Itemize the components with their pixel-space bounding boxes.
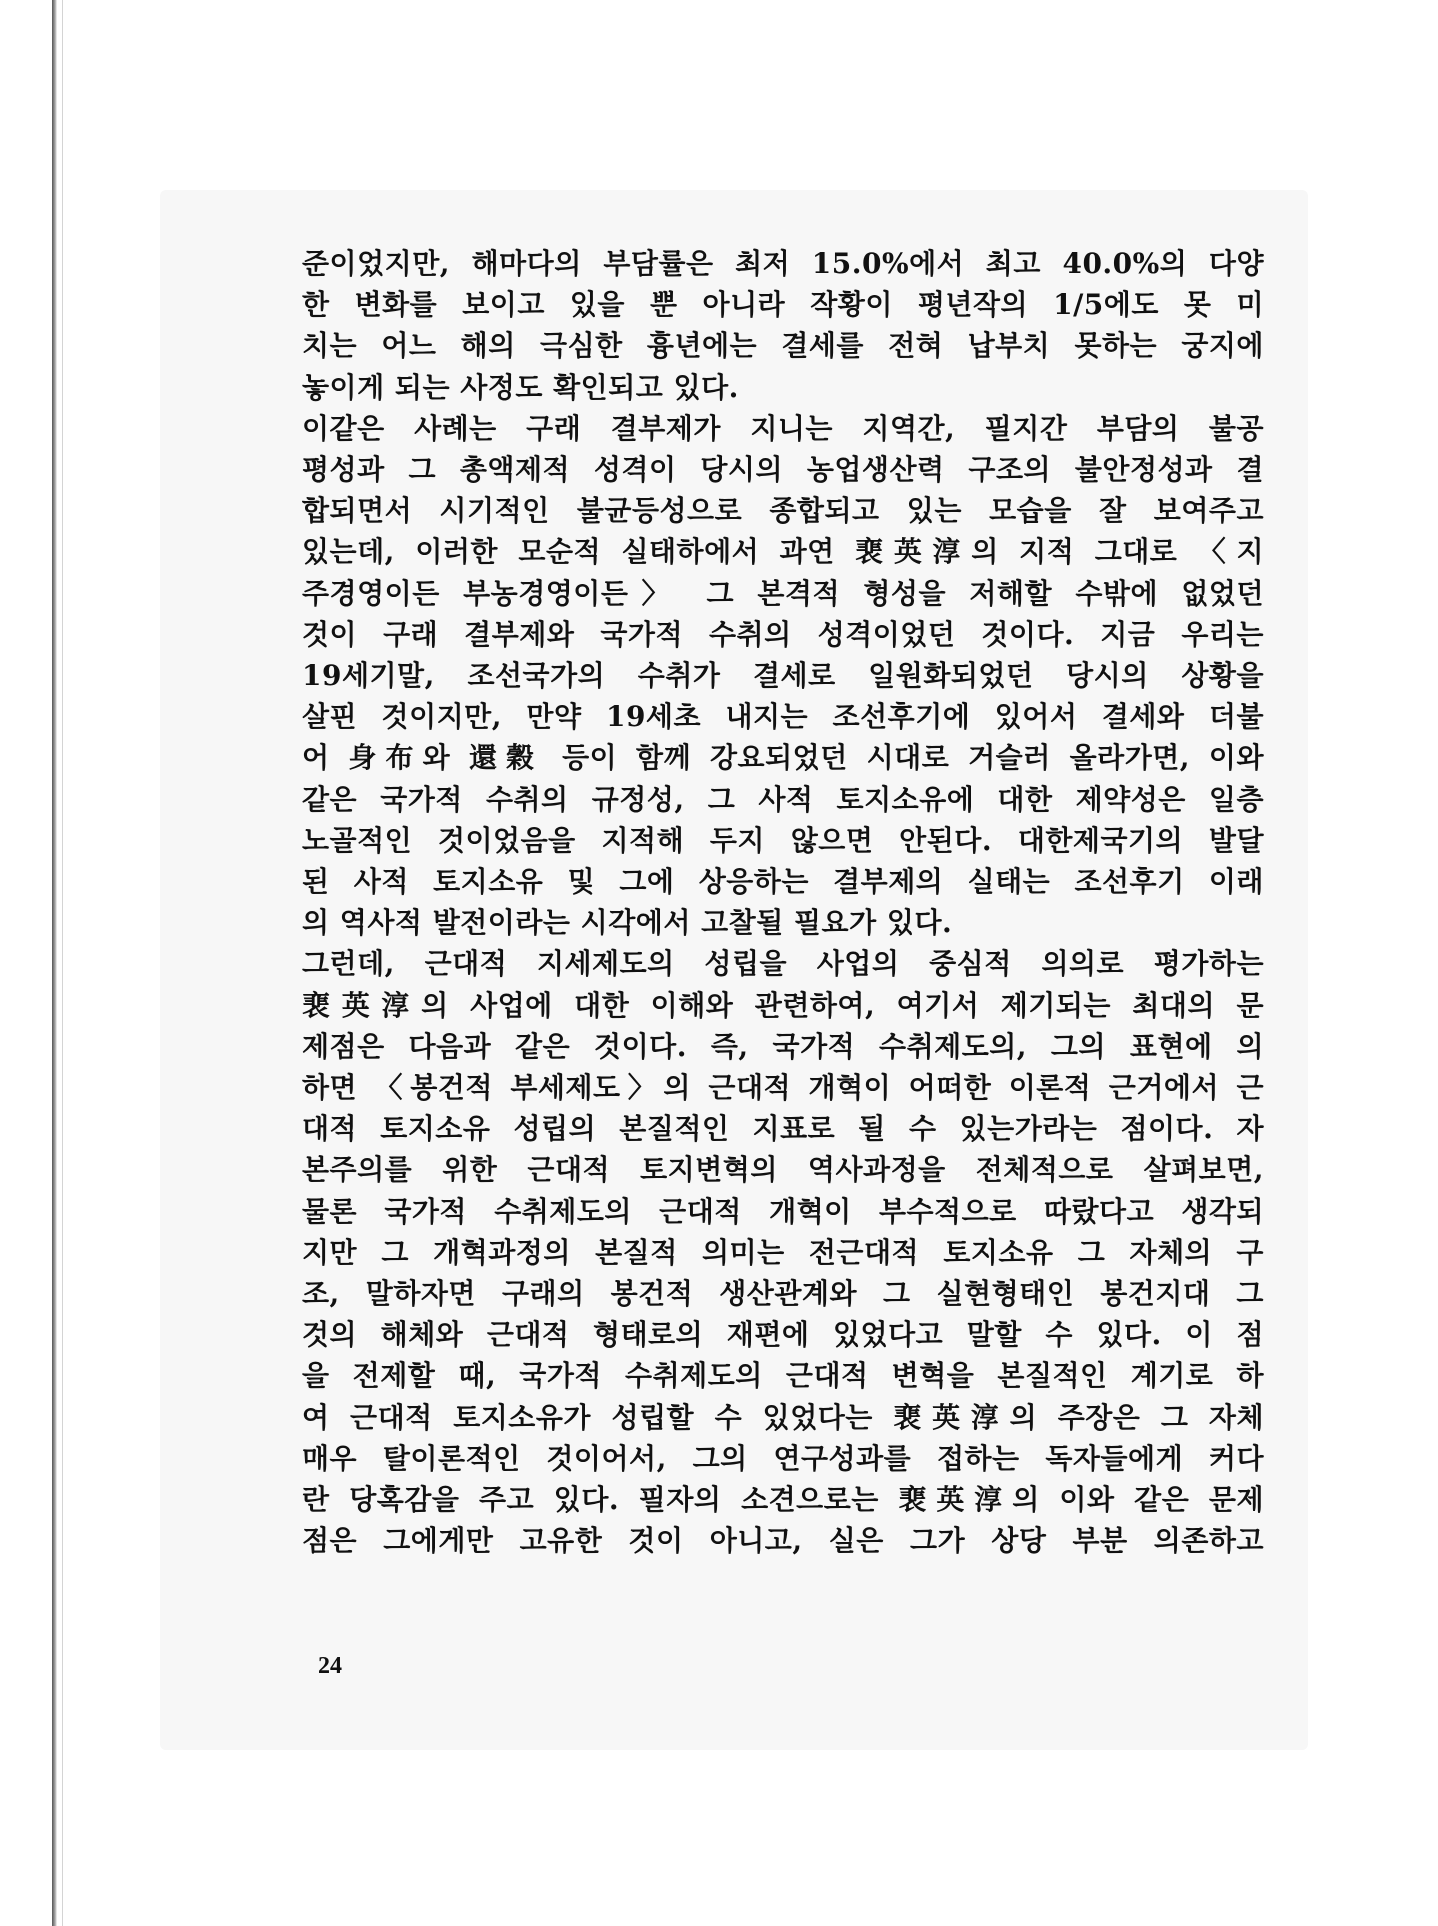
- text-line: 의 역사적 발전이라는 시각에서 고찰될 필요가 있다.: [302, 906, 953, 940]
- text-line: 같은 국가적 수취의 규정성, 그 사적 토지소유에 대한 제약성은 일층: [302, 782, 1264, 816]
- text-line: 한 변화를 보이고 있을 뿐 아니라 작황이 평년작의 1/5에도 못 미: [302, 288, 1264, 322]
- text-line: 을 전제할 때, 국가적 수취제도의 근대적 변혁을 본질적인 계기로 하: [302, 1359, 1264, 1393]
- text-line: 점은 그에게만 고유한 것이 아니고, 실은 그가 상당 부분 의존하고: [302, 1524, 1264, 1558]
- text-line: 노골적인 것이었음을 지적해 두지 않으면 안된다. 대한제국기의 발달: [302, 823, 1264, 857]
- text-line: 19세기말, 조선국가의 수취가 결세로 일원화되었던 당시의 상황을: [302, 659, 1264, 693]
- text-line: 본주의를 위한 근대적 토지변혁의 역사과정을 전체적으로 살펴보면,: [302, 1153, 1264, 1187]
- text-line: 대적 토지소유 성립의 본질적인 지표로 될 수 있는가라는 점이다. 자: [302, 1112, 1264, 1146]
- text-line: 하면 〈봉건적 부세제도〉의 근대적 개혁이 어떠한 이론적 근거에서 근: [302, 1071, 1264, 1105]
- page-left-edge: [52, 0, 57, 1926]
- text-line: 어 身布와 還穀 등이 함께 강요되었던 시대로 거슬러 올라가면, 이와: [302, 741, 1264, 775]
- page-edge-line: [62, 0, 63, 1926]
- text-line: 이같은 사례는 구래 결부제가 지니는 지역간, 필지간 부담의 불공: [302, 411, 1264, 445]
- text-line: 지만 그 개혁과정의 본질적 의미는 전근대적 토지소유 그 자체의 구: [302, 1235, 1264, 1269]
- text-line: 합되면서 시기적인 불균등성으로 종합되고 있는 모습을 잘 보여주고: [302, 494, 1264, 528]
- text-line: 매우 탈이론적인 것이어서, 그의 연구성과를 접하는 독자들에게 커다: [302, 1441, 1264, 1475]
- text-line: 주경영이든 부농경영이든〉 그 본격적 형성을 저해할 수밖에 없었던: [302, 576, 1264, 610]
- text-line: 평성과 그 총액제적 성격이 당시의 농업생산력 구조의 불안정성과 결: [302, 453, 1264, 487]
- text-line: 치는 어느 해의 극심한 흉년에는 결세를 전혀 납부치 못하는 궁지에: [302, 329, 1264, 363]
- text-line: 물론 국가적 수취제도의 근대적 개혁이 부수적으로 따랐다고 생각되: [302, 1194, 1264, 1228]
- text-line: 살핀 것이지만, 만약 19세초 내지는 조선후기에 있어서 결세와 더불: [302, 700, 1264, 734]
- text-line: 있는데, 이러한 모순적 실태하에서 과연 裵英淳의 지적 그대로 〈지: [302, 535, 1264, 569]
- text-line: 그런데, 근대적 지세제도의 성립을 사업의 중심적 의의로 평가하는: [302, 947, 1264, 981]
- text-line: 여 근대적 토지소유가 성립할 수 있었다는 裵英淳의 주장은 그 자체: [302, 1400, 1264, 1434]
- text-line: 것의 해체와 근대적 형태로의 재편에 있었다고 말할 수 있다. 이 점: [302, 1318, 1264, 1352]
- text-line: 제점은 다음과 같은 것이다. 즉, 국가적 수취제도의, 그의 표현에 의: [302, 1029, 1264, 1063]
- text-line: 것이 구래 결부제와 국가적 수취의 성격이었던 것이다. 지금 우리는: [302, 617, 1264, 651]
- text-line: 裵英淳의 사업에 대한 이해와 관련하여, 여기서 제기되는 최대의 문: [302, 988, 1264, 1022]
- body-text: [302, 243, 1264, 1562]
- text-line: 조, 말하자면 구래의 봉건적 생산관계와 그 실현형태인 봉건지대 그: [302, 1277, 1264, 1311]
- text-line: 놓이게 되는 사정도 확인되고 있다.: [302, 370, 739, 404]
- text-line: 란 당혹감을 주고 있다. 필자의 소견으로는 裵英淳의 이와 같은 문제: [302, 1483, 1264, 1517]
- text-line: 된 사적 토지소유 및 그에 상응하는 결부제의 실태는 조선후기 이래: [302, 865, 1264, 899]
- text-line: 준이었지만, 해마다의 부담률은 최저 15.0%에서 최고 40.0%의 다양: [302, 247, 1264, 280]
- page-number: 24: [318, 1653, 342, 1679]
